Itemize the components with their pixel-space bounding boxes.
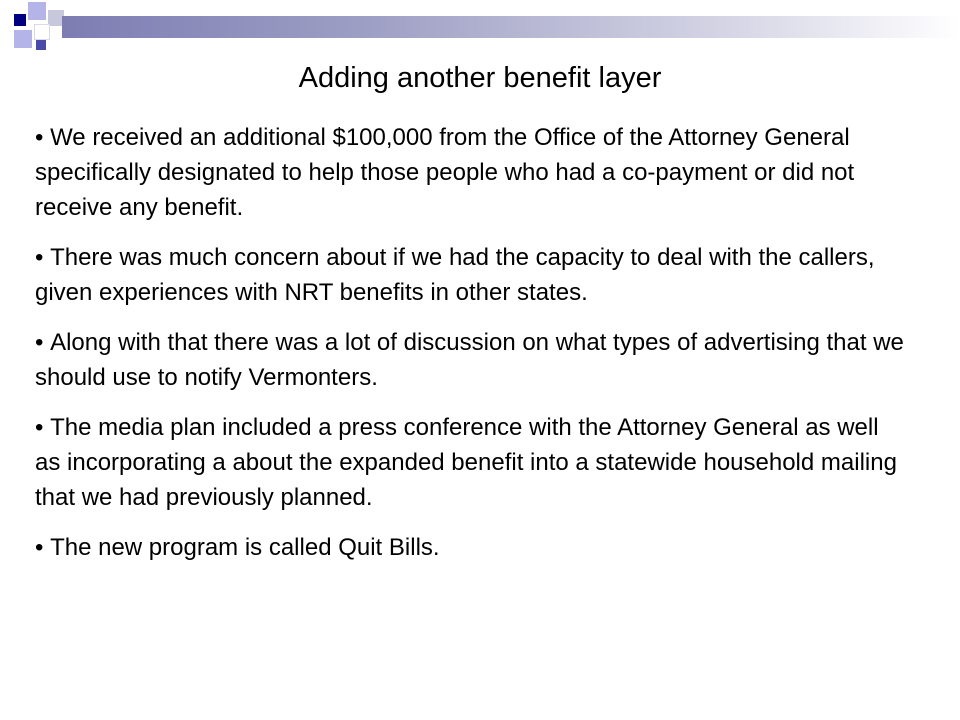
decorative-square [14, 30, 32, 48]
bullet-item: • The new program is called Quit Bills. [35, 530, 905, 565]
bullet-item: • There was much concern about if we had the capacity to deal with the callers, given experiences with NRT benefits in other states. [35, 240, 905, 310]
bullet-item: • Along with that there was a lot of discussion on what types of advertising that we should use to notify Vermonters. [35, 325, 905, 395]
bullet-item: • The media plan included a press conference with the Attorney General as well as incorporating a about the expanded benefit into a statewide household mailing that we had previously planned. [35, 410, 905, 515]
decorative-square [14, 14, 26, 26]
decorative-square [34, 24, 50, 40]
decorative-square [28, 2, 46, 20]
header-gradient-bar [62, 16, 960, 38]
slide-title: Adding another benefit layer [298, 62, 662, 94]
decorative-square [36, 40, 46, 50]
bullet-item: • We received an additional $100,000 from the Office of the Attorney General specifically designated to help those people who had a co-payment or did not receive any benefit. [35, 120, 905, 225]
bullet-list [35, 120, 905, 580]
